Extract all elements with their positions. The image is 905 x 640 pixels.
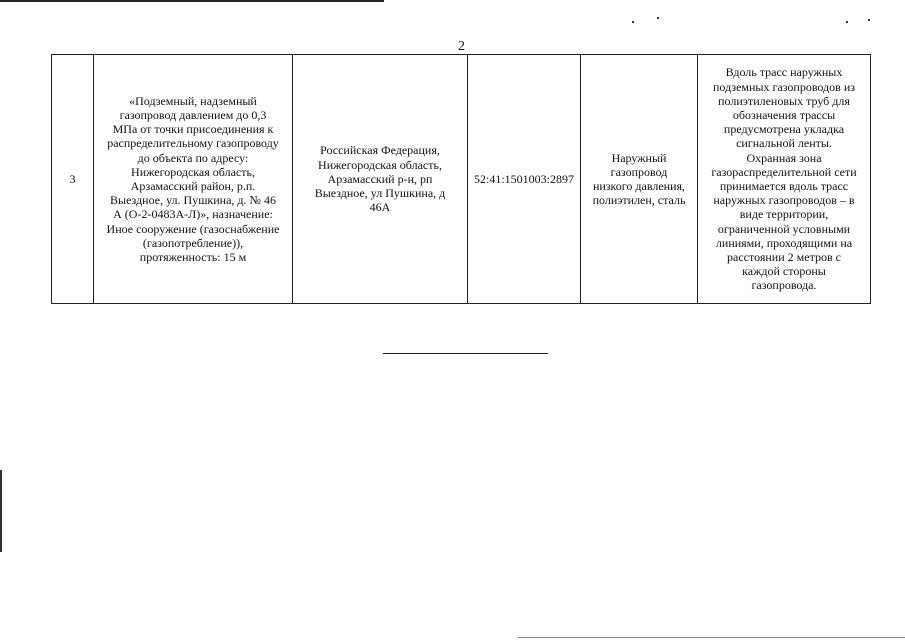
object-type-cell: Наружный газопровод низкого давления, полиэтилен, сталь bbox=[581, 55, 698, 304]
object-description-cell: «Подземный, надземный газопровод давлением до 0,3 МПа от точки присоединения к распределительному газопроводу до объекта по адресу: Нижегородская область, Арзамасский район, р.п. Выездное, ул. Пушкина, д. № 46 А (О-2-0483А-Л)», назначение: Иное сооружение (газоснабжение (газопотребление)), протяженность: 15 м bbox=[94, 55, 293, 304]
scan-speck bbox=[868, 19, 870, 21]
objects-table bbox=[51, 54, 871, 304]
row-number-cell: 3 bbox=[52, 55, 94, 304]
scan-speck bbox=[846, 21, 848, 23]
table-row bbox=[52, 55, 871, 304]
scan-top-line bbox=[0, 0, 384, 2]
scan-speck bbox=[632, 21, 634, 23]
cadastral-number-cell: 52:41:1501003:2897 bbox=[468, 55, 581, 304]
address-cell: Российская Федерация, Нижегородская область, Арзамасский р-н, рп Выездное, ул Пушкина, д 46А bbox=[293, 55, 468, 304]
end-of-document-rule bbox=[383, 353, 548, 354]
protection-zone-cell: Вдоль трасс наружных подземных газопроводов из полиэтиленовых труб для обозначения трассы предусмотрена укладка сигнальной ленты. Охранная зона газораспределительной сети принимается вдоль трасс наружных газопроводов – в виде территории, ограниченной условными линиями, проходящими на расстоянии 2 метров с каждой стороны газопровода. bbox=[698, 55, 871, 304]
scan-speck bbox=[657, 17, 659, 19]
scan-edge-mark bbox=[0, 470, 2, 552]
scan-bottom-line bbox=[518, 637, 905, 638]
page-number: 2 bbox=[458, 39, 465, 54]
